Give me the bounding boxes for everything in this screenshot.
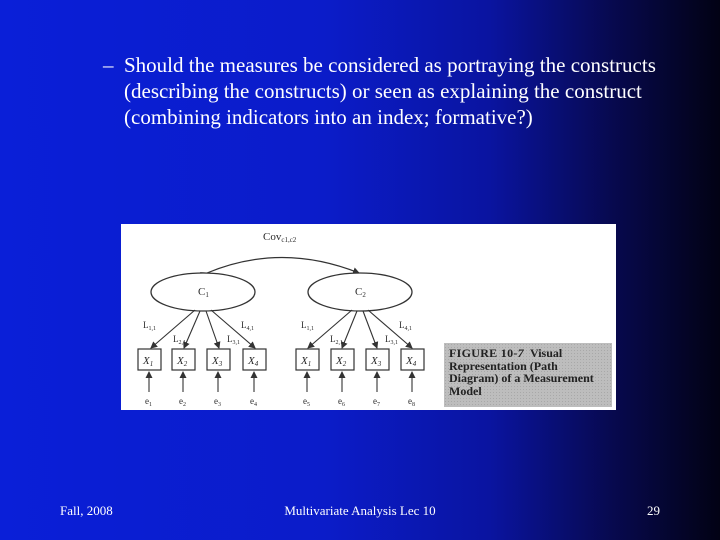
figure-caption-number: FIGURE 10-7 — [449, 346, 524, 360]
path-diagram-figure — [121, 224, 616, 410]
indicator-label-x3-right: X3 — [371, 355, 382, 368]
loading-label-l11-left: $L_{1,1}$ — [143, 320, 156, 332]
footer-course-title: Multivariate Analysis Lec 10 — [284, 503, 436, 518]
covariance-arc — [207, 258, 359, 274]
indicator-label-x3-left: X3 — [212, 355, 223, 368]
loading-label-l21-left: $L_{2,1}$ — [173, 334, 186, 346]
path-c1-x2 — [184, 311, 200, 348]
loading-label-l11-right: $L_{1,1}$ — [301, 320, 314, 332]
bullet-dash: – — [103, 53, 114, 77]
indicator-label-x4-left: X4 — [248, 355, 259, 368]
error-label-e5: $e_5$ — [303, 396, 310, 408]
error-label-e1: $e_1$ — [145, 396, 152, 408]
indicator-label-x2-left: X2 — [177, 355, 188, 368]
path-c1-x3 — [206, 311, 219, 348]
error-label-e4: $e_4$ — [250, 396, 257, 408]
error-label-e8: $e_8$ — [408, 396, 415, 408]
figure-caption — [444, 343, 612, 407]
indicator-label-x1-right: X1 — [301, 355, 312, 368]
indicator-label-x2-right: X2 — [336, 355, 347, 368]
indicator-label-x4-right: X4 — [406, 355, 417, 368]
footer-date: Fall, 2008 — [60, 503, 113, 518]
loading-label-l31-left: $L_{3,1}$ — [227, 334, 240, 346]
indicator-label-x1-left: X1 — [143, 355, 154, 368]
error-label-e7: $e_7$ — [373, 396, 380, 408]
loading-label-l21-right: $L_{2,1}$ — [330, 334, 343, 346]
error-label-e2: $e_2$ — [179, 396, 186, 408]
error-label-e3: $e_3$ — [214, 396, 221, 408]
figure-caption-title: Visual Representation (Path Diagram) of a Measurement Model — [449, 346, 594, 398]
bullet-text: Should the measures be considered as portraying the constructs (describing the constructs) or seen as explaining the construct (combining indicators into an index; formative?) — [124, 53, 656, 129]
loading-label-l41-right: $L_{4,1}$ — [399, 320, 412, 332]
loading-label-l31-right: $L_{3,1}$ — [385, 334, 398, 346]
loading-label-l41-left: $L_{4,1}$ — [241, 320, 254, 332]
footer-slide-number: 29 — [647, 503, 660, 518]
covariance-label: Covc1,c2 — [263, 231, 297, 244]
construct-c2-label: C2 — [355, 286, 366, 299]
error-label-e6: $e_6$ — [338, 396, 345, 408]
construct-c1-label: C1 — [198, 286, 209, 299]
bullet-point — [103, 52, 663, 130]
